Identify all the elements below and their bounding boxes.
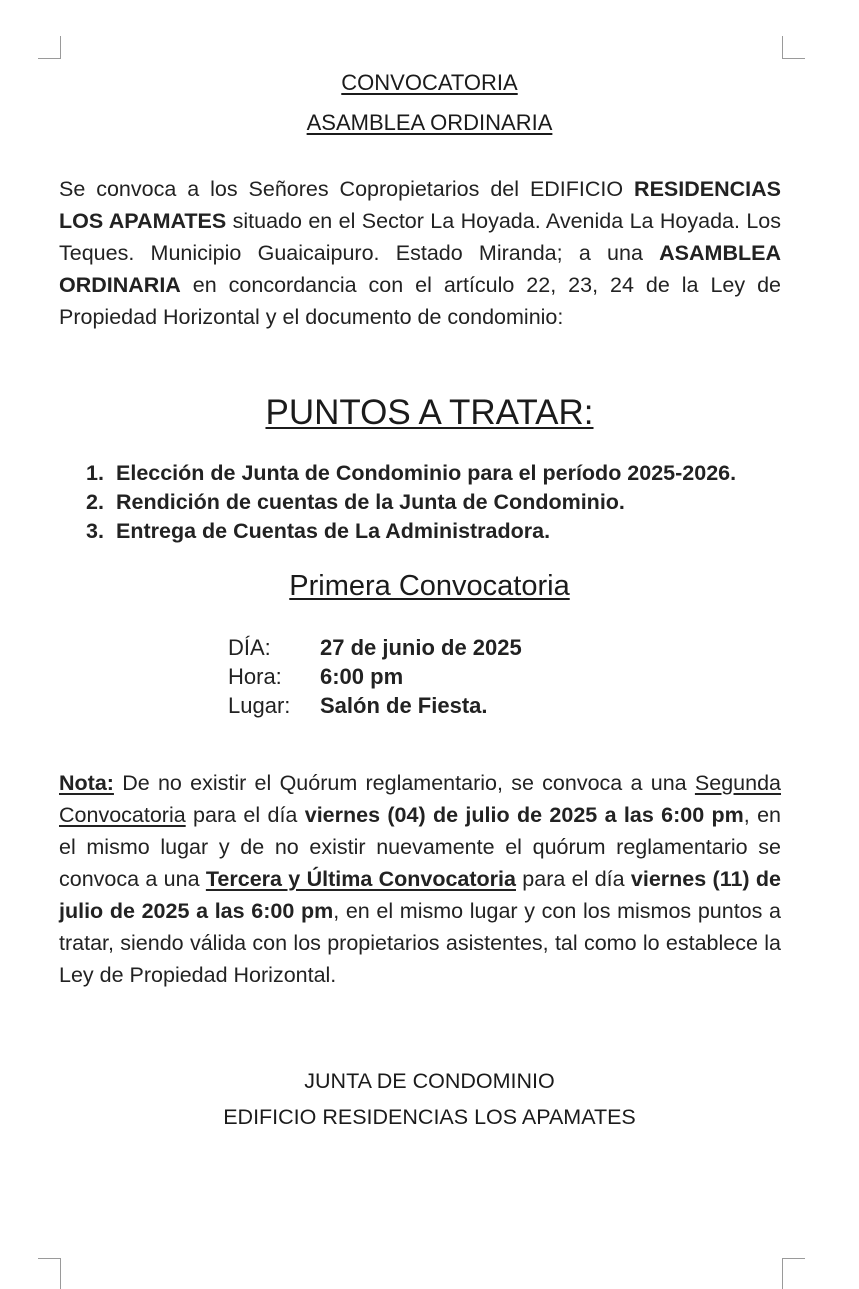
agenda-item-number: 3.	[86, 519, 104, 543]
points-heading-text: PUNTOS A TRATAR:	[265, 393, 594, 432]
note-paragraph	[59, 767, 781, 991]
note-text-1: De no existir el Quórum reglamentario, se convoca a una	[113, 771, 695, 795]
agenda-item-text: Rendición de cuentas de la Junta de Condominio.	[116, 490, 625, 514]
note-label: Nota:	[59, 771, 114, 795]
hour-label: Hora:	[228, 664, 282, 689]
agenda-item	[86, 488, 806, 517]
intro-text-3: en concordancia con el artículo 22, 23, 24 de la Ley de Propiedad Horizontal y el documento de condominio:	[59, 273, 781, 329]
agenda-item-text: Elección de Junta de Condominio para el período 2025-2026.	[116, 461, 737, 485]
intro-paragraph	[59, 173, 781, 333]
agenda-item-number: 1.	[86, 461, 104, 485]
signature-line-2: EDIFICIO RESIDENCIAS LOS APAMATES	[223, 1105, 636, 1129]
document-subtitle-text: ASAMBLEA ORDINARIA	[306, 110, 553, 135]
signature-line-1: JUNTA DE CONDOMINIO	[304, 1069, 555, 1093]
page-corner-mark-bottom-right	[782, 1258, 805, 1289]
schedule-place-row	[228, 691, 522, 720]
second-call-date: viernes (04) de julio de 2025 a las 6:00 pm	[304, 803, 744, 827]
note-text-2: para el día	[185, 803, 305, 827]
intro-text-1: Se convoca a los Señores Copropietarios del EDIFICIO	[59, 177, 635, 201]
assembly-type: ASAMBLEA ORDINARIA	[59, 241, 781, 297]
agenda-item-text: Entrega de Cuentas de La Administradora.	[116, 519, 551, 543]
second-call-term: Segunda Convocatoria	[59, 771, 781, 827]
day-label: DÍA:	[228, 635, 271, 660]
page-corner-mark-bottom-left	[38, 1258, 61, 1289]
hour-value: 6:00 pm	[320, 664, 404, 689]
note-text-5: , en el mismo lugar y con los mismos puntos a tratar, siendo válida con los propietarios asistentes, tal como lo establece la Ley de Propiedad Horizontal.	[59, 899, 781, 987]
first-call-heading-text: Primera Convocatoria	[289, 570, 570, 602]
building-name: RESIDENCIAS LOS APAMATES	[59, 177, 781, 233]
document-title	[0, 70, 859, 96]
document-title-text: CONVOCATORIA	[341, 70, 518, 95]
schedule-block	[228, 633, 522, 720]
first-call-heading	[0, 568, 859, 604]
place-label: Lugar:	[228, 693, 291, 718]
third-call-term: Tercera y Última Convocatoria	[205, 867, 516, 891]
agenda-list	[86, 459, 806, 546]
place-value: Salón de Fiesta.	[320, 693, 488, 718]
page-corner-mark-top-right	[782, 36, 805, 59]
agenda-item	[86, 517, 806, 546]
schedule-hour-row	[228, 662, 522, 691]
note-text-3: , en el mismo lugar y de no existir nuevamente el quórum reglamentario se convoca a una	[59, 803, 782, 891]
third-call-date: viernes (11) de julio de 2025 a las 6:00 pm	[59, 867, 781, 923]
agenda-item	[86, 459, 806, 488]
page-corner-mark-top-left	[38, 36, 61, 59]
schedule-day-row	[228, 633, 522, 662]
note-text-4: para el día	[515, 867, 631, 891]
agenda-item-number: 2.	[86, 490, 104, 514]
points-heading	[0, 392, 859, 434]
intro-text-2: situado en el Sector La Hoyada. Avenida La Hoyada. Los Teques. Municipio Guaicaipuro. Estado Miranda; a una	[59, 209, 782, 265]
day-value: 27 de junio de 2025	[320, 635, 522, 660]
document-subtitle	[0, 110, 859, 136]
